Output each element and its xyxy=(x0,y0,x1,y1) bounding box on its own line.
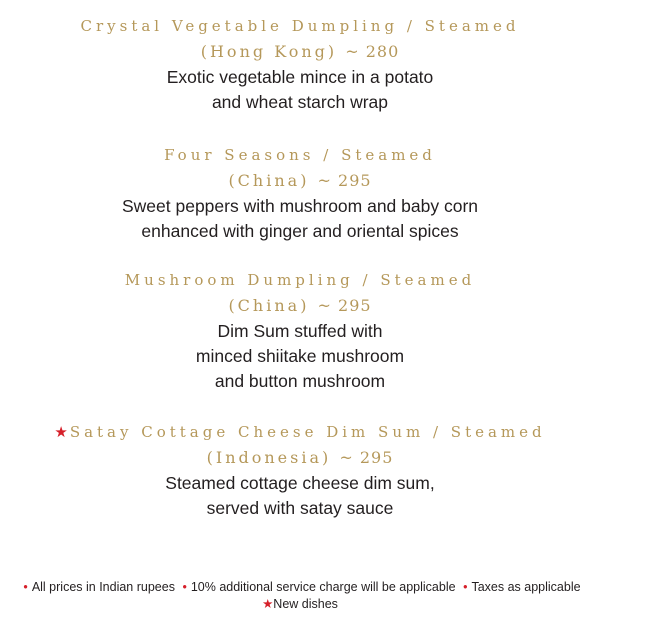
new-dish-star-icon: ★ xyxy=(262,597,274,611)
new-dishes-label: New dishes xyxy=(273,597,338,611)
item-description xyxy=(0,65,600,115)
item-name-text: Satay Cottage Cheese Dim Sum / Steamed xyxy=(69,423,546,441)
item-description xyxy=(0,194,600,244)
item-origin xyxy=(0,445,600,471)
item-description xyxy=(0,471,600,521)
menu-item-satay-cottage-cheese-dim-sum xyxy=(0,419,600,521)
origin-label: (China) xyxy=(228,296,310,315)
item-name: Four Seasons / Steamed xyxy=(164,146,436,164)
item-price: ~ 295 xyxy=(317,296,372,315)
item-name: Mushroom Dumpling / Steamed xyxy=(124,271,476,289)
description-line: and wheat starch wrap xyxy=(211,92,389,112)
bullet-icon: • xyxy=(182,580,187,594)
description-line: Dim Sum stuffed with xyxy=(217,321,383,341)
menu-item-mushroom-dumpling xyxy=(0,267,600,394)
item-name xyxy=(0,419,600,445)
item-description xyxy=(0,319,600,394)
new-dish-star-icon: ★ xyxy=(54,423,68,441)
item-price: ~ 280 xyxy=(345,42,400,61)
note-service-charge: 10% additional service charge will be applicable xyxy=(190,580,456,594)
footer-line xyxy=(0,579,600,596)
description-line: served with satay sauce xyxy=(206,498,394,518)
description-line: and button mushroom xyxy=(214,371,386,391)
item-origin xyxy=(0,39,600,65)
origin-label: (Hong Kong) xyxy=(200,42,338,61)
note-taxes: Taxes as applicable xyxy=(471,580,581,594)
item-origin xyxy=(0,293,600,319)
description-line: Steamed cottage cheese dim sum, xyxy=(165,473,435,493)
description-line: Exotic vegetable mince in a potato xyxy=(166,67,434,87)
description-line: minced shiitake mushroom xyxy=(195,346,405,366)
description-line: Sweet peppers with mushroom and baby corn xyxy=(121,196,479,216)
origin-label: (China) xyxy=(228,171,310,190)
bullet-icon: • xyxy=(23,580,28,594)
footer-new-dishes xyxy=(0,596,600,613)
item-price: ~ 295 xyxy=(317,171,372,190)
item-price: ~ 295 xyxy=(339,448,394,467)
menu-item-four-seasons xyxy=(0,142,600,244)
origin-label: (Indonesia) xyxy=(206,448,332,467)
bullet-icon: • xyxy=(463,580,468,594)
item-name: Crystal Vegetable Dumpling / Steamed xyxy=(80,17,520,35)
note-prices: All prices in Indian rupees xyxy=(31,580,175,594)
footer-notes xyxy=(0,579,600,613)
item-origin xyxy=(0,168,600,194)
description-line: enhanced with ginger and oriental spices xyxy=(141,221,459,241)
menu-item-crystal-vegetable-dumpling xyxy=(0,13,600,115)
